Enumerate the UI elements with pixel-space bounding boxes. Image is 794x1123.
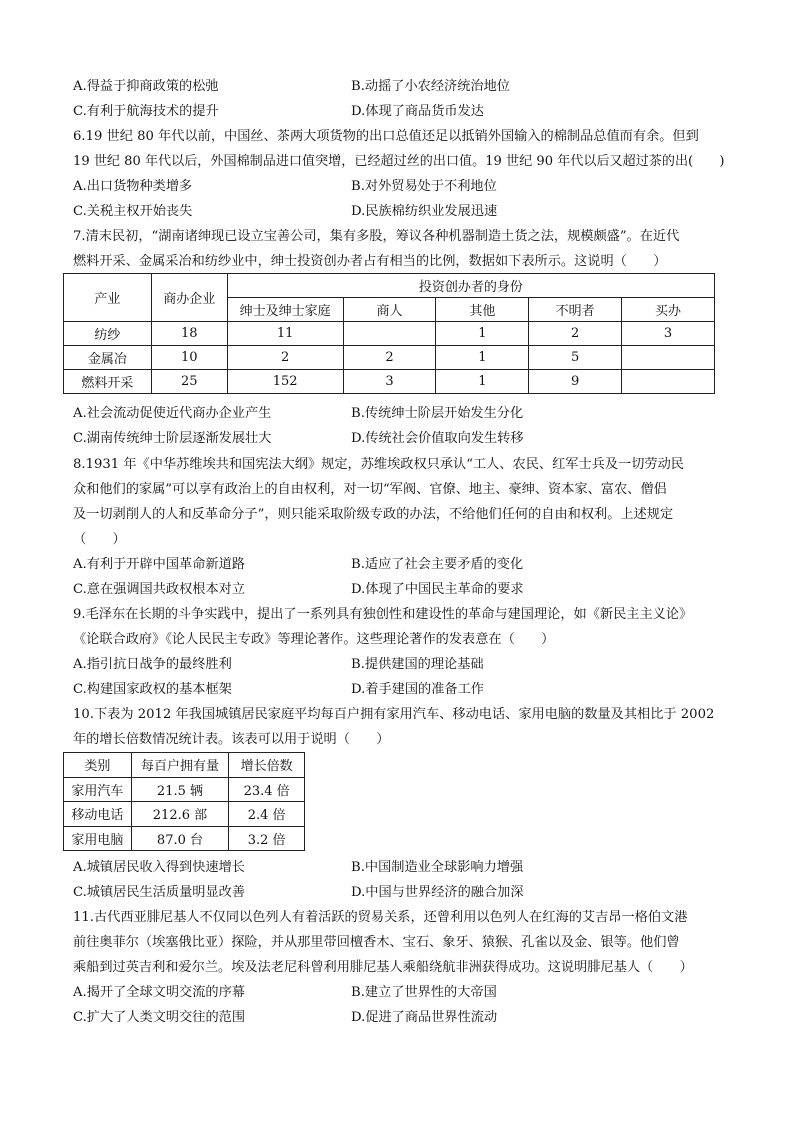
table-cell: 1 [436,346,529,370]
table-cell: 2 [227,346,343,370]
q10-option-c: C.城镇居民生活质量明显改善 [73,885,246,900]
q6-option-b: B.对外贸易处于不利地位 [351,179,497,194]
table-cell [343,322,436,346]
q7-subheader: 绅士及绅士家庭 [227,298,343,322]
table-cell: 152 [227,370,343,394]
q5-option-b: B.动摇了小农经济统治地位 [351,79,510,94]
q11-option-a: A.揭开了全球文明交流的序幕 [73,985,245,1000]
q8-option-b: B.适应了社会主要矛盾的变化 [351,557,524,572]
q8-stem-line: （ ） [73,532,126,547]
q8-option-d: D.体现了中国民主革命的要求 [351,582,524,597]
q9-option-c: C.构建国家政权的基本框架 [73,682,232,697]
q5-option-c: C.有利于航海技术的提升 [73,104,219,119]
q6-option-a: A.出口货物种类增多 [73,179,193,194]
table-row [64,826,305,851]
q11-option-b: B.建立了世界性的大帝国 [351,985,497,1000]
table-cell: 9 [529,370,622,394]
q6-stem-line: 6.19 世纪 80 年代以前，中国丝、茶两大项货物的出口总值还足以抵销外国输入的棉制品总值而有余。但到 [73,129,699,144]
table-row [64,322,715,346]
table-cell: 3 [622,322,715,346]
table-row [64,777,305,802]
table-cell: 1 [436,370,529,394]
q7-stem-line: 燃料开采、金属采冶和纺纱业中，绅士投资创办者占有相当的比例，数据如下表所示。这说明（ ） [73,254,667,269]
table-cell [622,370,715,394]
q5-option-d: D.体现了商品货币发达 [351,104,484,119]
table-cell: 87.0 台 [131,826,229,851]
table-row [64,370,715,394]
table-cell: 25 [151,370,227,394]
q7-option-c: C.湖南传统绅士阶层逐渐发展壮大 [73,431,272,446]
q10-option-d: D.中国与世界经济的融合加深 [351,885,524,900]
q5-option-a: A.得益于抑商政策的松弛 [73,79,219,94]
q10-stem-line: 10.下表为 2012 年我国城镇居民家庭平均每百户拥有家用汽车、移动电话、家用电脑的数量及其相比于 2002 [73,707,715,722]
q7-subheader: 不明者 [529,298,622,322]
q7-option-d: D.传统社会价值取向发生转移 [351,431,524,446]
table-row [64,346,715,370]
q9-option-d: D.着手建国的准备工作 [351,682,484,697]
table-cell: 2 [529,322,622,346]
q8-stem-line: 众和他们的家属”可以享有政治上的自由权利，对一切“军阀、官僚、地主、豪绅、资本家、富农、僧侣 [73,482,667,497]
q8-option-c: C.意在强调国共政权根本对立 [73,582,246,597]
q9-stem-line: 9.毛泽东在长期的斗争实践中，提出了一系列具有独创性和建设性的革命与建国理论，如《新民主主义论》 [73,607,693,622]
q7-subheader: 商人 [343,298,436,322]
table-cell: 3.2 倍 [229,826,305,851]
q7-option-a: A.社会流动促使近代商办企业产生 [73,406,272,421]
q10-table [63,752,305,851]
q10-option-b: B.中国制造业全球影响力增强 [351,860,524,875]
q8-stem-line: 8.1931 年《中华苏维埃共和国宪法大纲》规定，苏维埃政权只承认“工人、农民、红军士兵及一切劳动民 [73,457,684,472]
table-cell: 3 [343,370,436,394]
q10-header: 每百户拥有量 [131,753,229,778]
q10-header: 增长倍数 [229,753,305,778]
q11-option-d: D.促进了商品世界性流动 [351,1010,498,1025]
q10-stem-line: 年的增长倍数情况统计表。该表可以用于说明（ ） [73,732,390,747]
q7-option-b: B.传统绅士阶层开始发生分化 [351,406,524,421]
table-cell: 1 [436,322,529,346]
table-cell: 家用电脑 [64,826,132,851]
q10-header: 类别 [64,753,132,778]
table-cell: 金属冶 [64,346,152,370]
q6-option-d: D.民族棉纺织业发展迅速 [351,204,498,219]
table-cell: 家用汽车 [64,777,132,802]
table-cell: 21.5 辆 [131,777,229,802]
table-cell: 5 [529,346,622,370]
q11-stem-line: 11.古代西亚腓尼基人不仅同以色列人有着活跃的贸易关系，还曾利用以色列人在红海的艾吉昂一格伯文港 [73,910,688,925]
table-cell: 移动电话 [64,802,132,827]
q9-option-b: B.提供建国的理论基础 [351,657,484,672]
table-cell: 燃料开采 [64,370,152,394]
q8-option-a: A.有利于开辟中国革命新道路 [73,557,245,572]
q7-subheader: 买办 [622,298,715,322]
table-row [64,802,305,827]
q7-header-merchant: 商办企业 [151,274,227,322]
table-cell: 23.4 倍 [229,777,305,802]
table-cell [622,346,715,370]
table-cell: 2 [343,346,436,370]
q9-stem-line: 《论联合政府》《论人民民主专政》等理论著作。这些理论著作的发表意在（ ） [73,632,555,647]
q10-option-a: A.城镇居民收入得到快速增长 [73,860,245,875]
q7-table [63,273,715,394]
q8-stem-line: 及一切剥削人的人和反革命分子”，则只能采取阶级专政的办法，不给他们任何的自由和权利。上述规定 [73,507,674,522]
table-cell: 11 [227,322,343,346]
table-cell: 212.6 部 [131,802,229,827]
q6-option-c: C.关税主权开始丧失 [73,204,193,219]
q11-option-c: C.扩大了人类文明交往的范围 [73,1010,246,1025]
q11-stem-line: 乘船到过英吉利和爱尔兰。埃及法老尼科曾利用腓尼基人乘船绕航非洲获得成功。这说明腓尼基人（ ） [73,960,693,975]
table-cell: 18 [151,322,227,346]
q6-stem-line: 19 世纪 80 年代以后，外国棉制品进口值突增，已经超过丝的出口值。19 世纪 90 年代以后又超过茶的出( ) [73,154,725,169]
q11-stem-line: 前往奥菲尔（埃塞俄比亚）探险，并从那里带回檀香木、宝石、象牙、猿猴、孔雀以及金、银等。他们曾 [73,935,680,950]
table-cell: 10 [151,346,227,370]
q7-subheader: 其他 [436,298,529,322]
table-cell: 2.4 倍 [229,802,305,827]
q7-header-industry: 产业 [64,274,152,322]
q9-option-a: A.指引抗日战争的最终胜利 [73,657,232,672]
q7-header-identity: 投资创办者的身份 [227,274,714,298]
q7-stem-line: 7.清末民初，“湖南诸绅现已设立宝善公司，集有多股，筹议各种机器制造土货之法，规模颇盛”。在近代 [73,229,680,244]
table-cell: 纺纱 [64,322,152,346]
